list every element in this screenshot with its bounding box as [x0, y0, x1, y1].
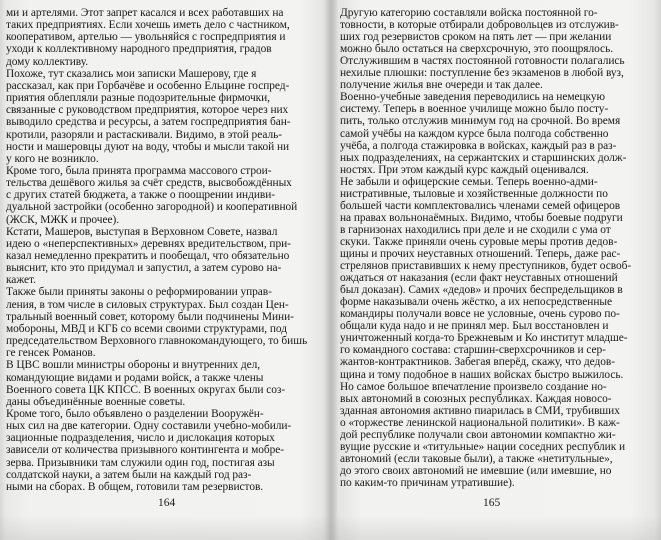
text-line: председательством Верховного главнокомандующего, то бишь: [6, 335, 308, 348]
text-line: Кстати, Машеров, выступая в Верховном Совете, назвал: [6, 225, 278, 238]
text-line: выяснит, кто это придумал и запустил, а затем сурово на-: [6, 262, 282, 275]
text-line: В ЦВС вошли министры обороны и внутренних дел,: [6, 359, 261, 372]
text-line: тральный военный совет, которому были подчинены Мини-: [6, 310, 294, 323]
text-line: Также были приняты законы о реформировании управ-: [6, 286, 272, 299]
text-line: зданная автономия активно пиарилась в СМИ, трубивших: [340, 404, 620, 417]
book-gutter: [325, 0, 339, 540]
text-line: ми и артелями. Этот запрет касался и всех работавших на: [6, 7, 284, 19]
text-line: получение жилья вне очереди и так далее.: [340, 79, 543, 92]
text-line: командиры получали вовсе не условные, очень сурово по-: [340, 308, 620, 321]
right-page-number: 165: [483, 497, 501, 509]
text-line: Но самое большое впечатление произвело создание но-: [340, 380, 607, 393]
text-line: в гарнизонах находились при деле и не сходили с ума от: [340, 223, 611, 236]
text-line: зационные подразделения, число и дислокация которых: [6, 432, 275, 445]
text-line: товности, в которые отбирали добровольцев из отслужив-: [340, 19, 619, 32]
text-line: автономий (если таковые были), а также «нетитульные»,: [340, 452, 613, 465]
text-line: щина и тому подобное в наших войсках быстро выжилось.: [340, 368, 624, 381]
text-line: с других статей бюджета, а также о поощрении индиви-: [6, 189, 275, 202]
text-line: таких предприятиях. Если хочешь иметь дело с частником,: [6, 19, 290, 32]
text-line: учёба, а полгода стажировка в войсках, каждый раз в раз-: [340, 139, 617, 152]
text-line: до этого своих автономий не имевшие (или имевшие, но: [340, 464, 612, 477]
text-line: кротили, разоряли и растаскивали. Видимо, в этой реаль-: [6, 128, 282, 141]
text-line: рассказал, как при Горбачёве и особенно Ельцине госпред-: [6, 79, 290, 92]
text-line: можно было остаться на сверхсрочную, это поощрялось.: [340, 43, 614, 56]
text-line: ления, в том числе в силовых структурах. Был создан Цен-: [6, 298, 289, 311]
text-line: солдатской науки, а затем были на каждый год раз-: [6, 468, 252, 481]
text-line: казал немедленно прекратить и пообещал, что обязательно: [6, 250, 290, 262]
text-line: зависели от количества призывного контингента и мобре-: [6, 444, 285, 457]
text-line: на правах вольнонаёмных. Видимо, чтобы боевые подруги: [340, 211, 623, 224]
text-line: Кроме того, было объявлено о разделении Вооружён-: [6, 407, 264, 420]
text-line: уничтоженный когда-то Брежневым и Ко институт младше-: [340, 332, 628, 345]
text-line: ных подразделениях, на сержантских и старшинских долж-: [340, 151, 627, 164]
text-line: кажет.: [6, 274, 36, 287]
text-line: дой республике получали свои автономии компактно жи-: [340, 428, 616, 441]
text-line: дуальной застройки (особенно загородной) и кооперативной: [6, 201, 298, 214]
text-line: кооперативом, артелью — увольняйся с госпредприятия и: [6, 31, 286, 44]
text-line: ождаться от наказания (если факт неуставных отношений: [340, 272, 618, 285]
text-line: идею о «неперспективных» деревнях вредительством, при-: [6, 237, 291, 250]
text-line: мобороны, МВД и КГБ со всеми своими структурами, под: [6, 322, 287, 335]
text-line: жантов-контрактников. Забегая вперёд, скажу, что дедов-: [340, 356, 615, 369]
text-line: Военно-учебные заведения переводились на немецкую: [340, 91, 605, 104]
text-line: ге генсек Романов.: [6, 347, 96, 360]
text-line: нехилые плюшки: поступление без экзаменов в любой вуз,: [340, 67, 624, 80]
text-line: был доказан). Самих «дедов» и прочих беспредельщиков в: [340, 284, 623, 297]
text-line: Другую категорию составляли войска постоянной го-: [340, 7, 598, 19]
text-line: щины и прочих неуставных отношений. Теперь, даже рас-: [340, 248, 621, 260]
text-line: приятия облепляли разные подозрительные фирмочки,: [6, 92, 270, 105]
text-line: го командного состава: старшин-сверхсрочников и сер-: [340, 344, 606, 357]
text-line: скуки. Также приняли очень суровые меры против дедов-: [340, 235, 618, 248]
text-line: ностях. При этом каждый курс каждый оценивался.: [340, 163, 589, 176]
text-line: самой учёбы на каждом курсе была полгода собственно: [340, 127, 609, 140]
text-line: общали куда надо и не принял мер. Был восстановлен и: [340, 320, 609, 333]
text-line: зерва. Призывники там служили один год, постигая азы: [6, 456, 275, 469]
text-line: выводило средства и ресурсы, а затем госпредприятия бан-: [6, 116, 291, 129]
text-line: даны объединённые военные советы.: [6, 395, 186, 408]
text-line: большей части комплектовались членами семей офицеров: [340, 199, 621, 212]
text-line: командующие видами и родами войск, а также члены: [6, 371, 264, 384]
text-line: о «торжестве ленинской национальной политики». В каж-: [340, 416, 620, 429]
text-line: дому коллективу.: [6, 55, 88, 68]
text-line: систему. Теперь в военное училище можно было посту-: [340, 103, 609, 116]
text-line: Похоже, тут сказались мои записки Машерову, где я: [6, 67, 257, 80]
text-line: тельства дешёвого жилья за счёт средств, высвобождённых: [6, 177, 292, 190]
page-bottom-shadow: [0, 515, 661, 540]
text-line: Не забыли и офицерские семьи. Теперь военно-адми-: [340, 175, 598, 188]
text-line: ных сил на две категории. Одну составили учебно-мобили-: [6, 420, 292, 433]
text-line: Кроме того, была принята программа массового строи-: [6, 164, 272, 177]
text-line: по каким-то причинам утратившие).: [340, 476, 515, 489]
text-line: уходи к коллективному народного предприятия, градов: [6, 43, 272, 56]
text-line: стрелянов приставивших к нему преступников, будет освоб-: [340, 260, 632, 273]
text-line: нистративные, тыловые и хозяйственные должности по: [340, 187, 608, 200]
left-page-number: 164: [158, 497, 176, 509]
text-line: форме наказывали очень жёстко, а их непосредственные: [340, 296, 612, 309]
text-line: (ЖСК, МЖК и прочее).: [6, 213, 120, 226]
text-line: у кого не возникло.: [6, 152, 99, 165]
text-line: ными на сборах. В общем, готовили там резервистов.: [6, 480, 264, 493]
text-line: ности и машеровцы дуют на воду, чтобы и мысли такой ни: [6, 140, 290, 153]
text-line: Отслужившим в частях постоянной готовности полагались: [340, 55, 625, 68]
text-line: пить, только отслужив минимум год на срочной. Во время: [340, 115, 621, 128]
text-line: вых автономий в союзных республиках. Каждая новосо-: [340, 392, 612, 405]
text-line: вущие русские и «титульные» нации соседних республик и: [340, 440, 626, 453]
text-line: ших год резервистов сроком на пять лет — при желании: [340, 31, 612, 44]
text-line: Военного совета ЦК КПСС. В военных округах были соз-: [6, 383, 286, 396]
text-line: связанные с руководством предприятия, которое через них: [6, 104, 289, 117]
